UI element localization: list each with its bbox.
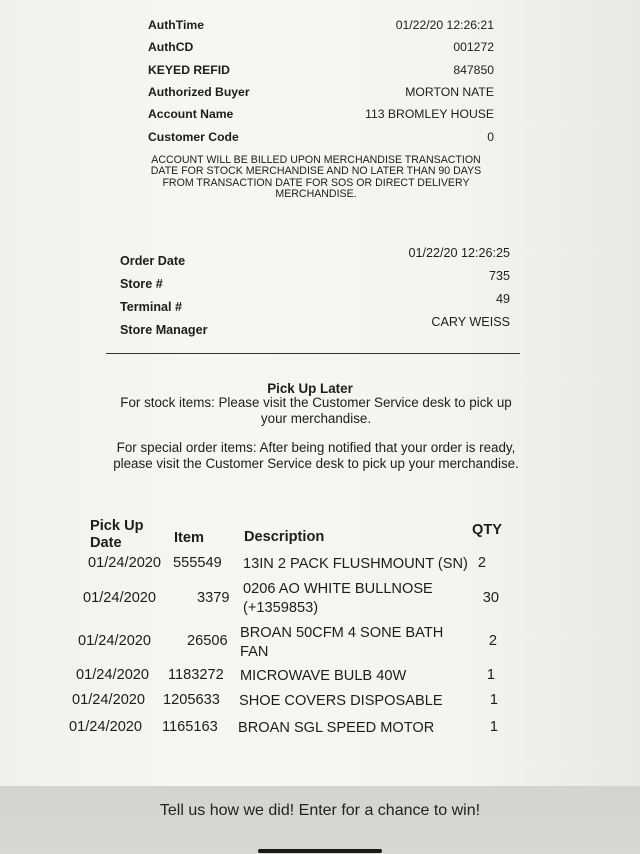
cell-description: BROAN SGL SPEED MOTOR [238,720,435,736]
survey-banner[interactable] [0,786,640,854]
auth-row-customer-code [148,125,494,147]
cell-item: 555549 [173,555,222,571]
cell-date: 01/24/2020 [76,667,150,683]
cell-item: 1165163 [162,719,218,735]
home-indicator [258,849,382,853]
auth-value: 01/22/20 12:26:21 [395,18,494,33]
order-value: CARY WEISS [431,314,510,329]
pickup-special-instructions: For special order items: After being notified that your order is ready, please visit the Customer Service desk to pick up your merchandise. [113,440,519,472]
cell-date: 01/24/2020 [83,590,157,606]
cell-date: 01/24/2020 [72,692,146,708]
table-row [66,620,516,662]
cell-date: 01/24/2020 [88,555,162,571]
table-row [66,716,516,743]
pickup-stock-instructions: For stock items: Please visit the Customer Service desk to pick up your merchandise. [120,395,512,427]
header-description: Description [244,529,325,545]
cell-item: 26506 [187,633,228,649]
pickup-title: Pick Up Later [267,381,353,396]
cell-description: 0206 AO WHITE BULLNOSE (+1359853) [243,581,433,616]
auth-row-keyed-refid [148,59,494,81]
order-row-date [120,243,510,266]
cell-qty: 1 [489,692,498,708]
auth-label: AuthCD [148,40,194,55]
auth-label: Account Name [148,107,234,122]
cell-qty: 1 [489,719,498,735]
billing-disclaimer: ACCOUNT WILL BE BILLED UPON MERCHANDISE TRANSACTION DATE FOR STOCK MERCHANDISE AND NO LATER THAN 90 DAYS FROM TRANSACTION DATE FOR SOS OR DIRECT DELIVERY MERCHANDISE. [150,154,482,201]
cell-date: 01/24/2020 [69,719,143,735]
auth-label: Authorized Buyer [148,85,250,100]
auth-value: 0 [487,129,494,144]
order-label: Terminal # [120,299,183,314]
table-row [66,554,516,578]
cell-item: 3379 [197,590,230,606]
auth-row-account-name [148,103,494,125]
table-row [66,689,516,716]
order-label: Store # [120,276,163,291]
order-details [120,243,510,335]
cell-description: BROAN 50CFM 4 SONE BATH FAN [240,625,444,660]
auth-value: 847850 [453,62,494,77]
auth-value: 113 BROMLEY HOUSE [365,107,494,122]
cell-qty: 2 [477,555,486,571]
auth-row-authorized-buyer [148,81,494,103]
cell-date: 01/24/2020 [78,633,152,649]
order-label: Store Manager [120,322,208,337]
header-qty: QTY [472,522,502,538]
header-pickup-date: Pick Up Date [90,518,144,551]
survey-banner-text[interactable]: Tell us how we did! Enter for a chance to win! [159,802,481,819]
order-row-store-manager [120,312,510,335]
cell-description: MICROWAVE BULB 40W [240,668,407,684]
cell-item: 1183272 [168,667,224,683]
cell-qty: 1 [486,667,495,683]
section-divider [106,353,520,354]
auth-value: MORTON NATE [405,85,494,100]
order-value: 49 [495,291,510,306]
header-item: Item [174,530,205,546]
cell-qty: 2 [488,633,497,649]
auth-label: Customer Code [148,129,239,144]
auth-row-authcd [148,36,494,58]
cell-description: 13IN 2 PACK FLUSHMOUNT (SN) [243,556,468,572]
auth-row-authtime [148,14,494,36]
table-row [66,662,516,689]
cell-qty: 30 [482,590,499,606]
order-label: Order Date [120,253,186,268]
auth-value: 001272 [453,40,494,55]
cell-description: SHOE COVERS DISPOSABLE [239,693,443,709]
table-row [66,578,516,620]
order-row-terminal [120,289,510,312]
auth-details [148,14,494,148]
cell-item: 1205633 [163,692,220,708]
items-table [66,514,516,743]
order-row-store [120,266,510,289]
items-table-header [66,514,516,554]
order-value: 735 [488,268,510,283]
auth-label: AuthTime [148,18,204,33]
auth-label: KEYED REFID [148,62,230,77]
order-value: 01/22/20 12:26:25 [408,245,510,260]
